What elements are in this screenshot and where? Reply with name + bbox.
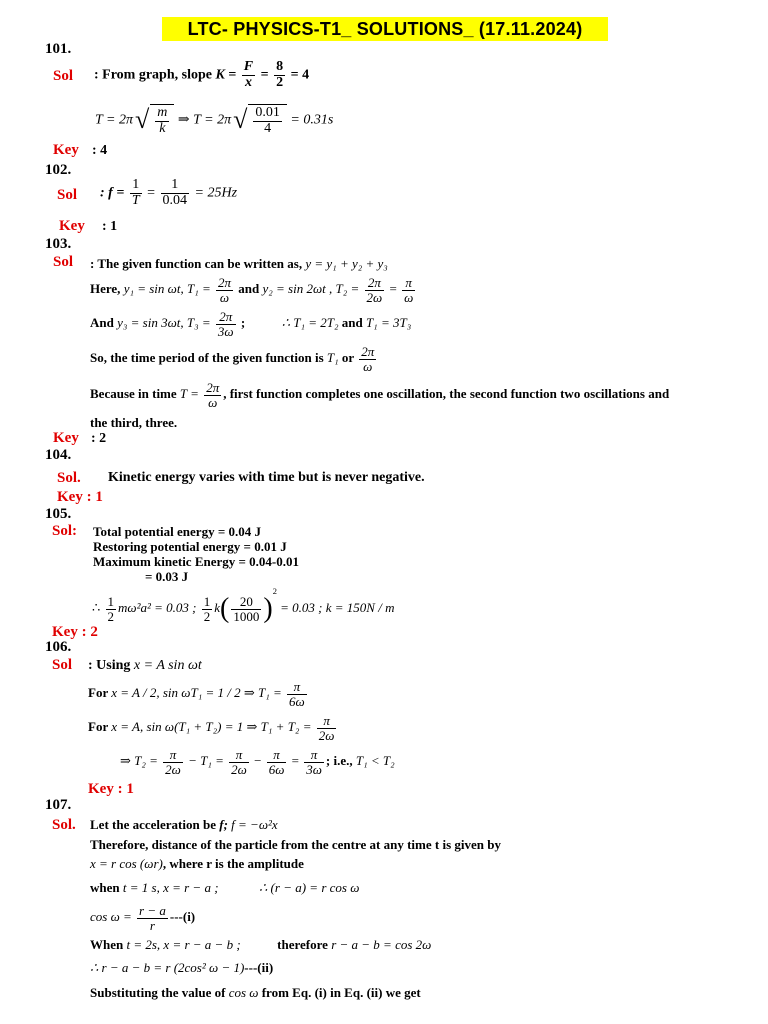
q104-sol-label: Sol. [57, 470, 81, 486]
q101-eq2: = [260, 67, 269, 83]
q105-half2 [202, 595, 213, 623]
q103-frac-2pi-3w [216, 310, 236, 338]
q105-h1n: 1 [107, 593, 115, 609]
q101-2: 2 [276, 74, 284, 90]
q103-because: Because in time [90, 386, 177, 402]
q105-half1 [106, 595, 117, 623]
q107-cos2w: r − a − b = cos 2ω [331, 937, 432, 952]
q103-2pi: 2π [218, 275, 232, 290]
q101-period-line [95, 104, 333, 136]
q105-therefore: ∴ [92, 600, 101, 615]
q103-semicolon: ; [240, 315, 246, 331]
q105-line3: Maximum kinetic Energy = 0.04-0.01 [93, 554, 300, 569]
q103-line3 [90, 310, 411, 338]
q101-frac-001-4 [253, 106, 282, 136]
q101-frac-F-x [242, 60, 255, 90]
q106-for1: For [88, 685, 108, 701]
q106-eq: = [291, 753, 299, 769]
q101-eq4: = 4 [290, 67, 310, 83]
q106-T1-lt-T2: T₁ < T₂ [355, 753, 395, 769]
q107-frac-ra-r [137, 904, 168, 932]
left-paren-icon: ( [220, 593, 230, 625]
question-101-number: 101. [45, 41, 72, 57]
q101-8: 8 [276, 59, 284, 74]
q106-frac-a [163, 748, 183, 776]
q103-T1-b: T₁ [326, 350, 339, 366]
q101-sqrt-001-4 [248, 104, 287, 136]
q106-sol-label: Sol [52, 657, 73, 673]
q105-h1d: 2 [107, 608, 115, 624]
q106-for2: For [88, 719, 108, 735]
q102-frac-1-004 [161, 178, 190, 208]
q103-w: ω [219, 289, 230, 305]
q107-line5 [90, 904, 195, 932]
q103-frac-2pi-2w [365, 276, 385, 304]
q104-key: Key : 1 [57, 489, 103, 505]
q107-from-eq-text: from Eq. (i) in Eq. (ii) we get [261, 985, 421, 1000]
q103-2pi-b: 2π [365, 276, 385, 291]
q105-20: 20 [231, 595, 261, 610]
q103-and1: and [238, 281, 260, 297]
sqrt-radical-icon: √ [135, 105, 150, 135]
q107-eq-ii-expr: ∴ r − a − b = r (2cos² ω − 1) [90, 960, 245, 975]
q103-2pi-c: 2π [216, 310, 236, 325]
q103-and3: and [341, 315, 363, 331]
q105-result: = 0.03 ; k = 150N / m [280, 600, 395, 615]
q103-frac-2pi-w-c [204, 381, 221, 409]
q107-f: f; [219, 817, 228, 832]
q106-frac-d [304, 748, 324, 776]
q103-eq: = [389, 281, 397, 297]
question-106-number: 106. [45, 639, 72, 655]
q107-when1: when [90, 880, 120, 895]
q101-4: 4 [264, 120, 272, 136]
q106-minus: − [254, 753, 262, 769]
q106-6w2: 6ω [268, 761, 285, 777]
q107-f-eq: f = −ω²x [231, 817, 278, 832]
q107-therefore: therefore [277, 937, 328, 952]
q107-r-a-eq: ∴ (r − a) = r cos ω [259, 880, 360, 895]
q105-h2d: 2 [203, 608, 211, 624]
q105-sol-label: Sol: [52, 523, 78, 539]
q104-text: Kinetic energy varies with time but is never negative. [108, 470, 425, 485]
q101-key-value: : 4 [92, 143, 108, 158]
q102-1a: 1 [130, 178, 142, 194]
q103-line1 [90, 256, 388, 272]
q107-line6 [90, 937, 431, 953]
q105-h2n: 1 [203, 593, 211, 609]
q102-key-label: Key [59, 218, 85, 234]
q106-ie: i.e., [333, 753, 353, 769]
q106-2w1: 2ω [318, 727, 335, 743]
q107-eq-ii: ---(ii) [244, 960, 274, 975]
q107-r-minus-a: r − a [139, 903, 166, 918]
q106-pi4: π [229, 748, 249, 763]
q107-cos-eq: cos ω = [90, 909, 132, 925]
q103-line1-text: : The given function can be written as, [90, 256, 303, 271]
question-103-number: 103. [45, 236, 72, 252]
q102-f-lhs: : f = [100, 185, 125, 201]
q102-1b: 1 [161, 178, 190, 194]
q101-key-label: Key [53, 142, 79, 158]
q101-K: K [215, 67, 225, 83]
q107-cos-w: cos ω [228, 985, 259, 1000]
q103-line4 [90, 345, 378, 373]
q102-frac-1-T [130, 178, 142, 208]
q103-pi: π [402, 276, 415, 291]
q105-1000: 1000 [233, 608, 260, 624]
q106-frac-b [229, 748, 249, 776]
q106-T2-eq: ⇒ T₂ = [120, 753, 158, 769]
q103-oscillation-text: , first function completes one oscillation, the second function two oscillations and [223, 386, 670, 402]
q106-frac-c [267, 748, 287, 776]
question-105-number: 105. [45, 506, 72, 522]
q106-full-condition: x = A, sin ω(T₁ + T₂) = 1 ⇒ T₁ + T₂ = [111, 719, 312, 735]
question-107-number: 107. [45, 797, 72, 813]
q106-2w2: 2ω [165, 761, 181, 777]
q107-line8 [90, 985, 421, 1001]
q107-r: r [149, 917, 155, 933]
q103-2w: 2ω [366, 289, 383, 305]
q103-2pi-e: 2π [206, 380, 220, 395]
q106-minus-T1: − T₁ = [188, 753, 224, 769]
q102-key-value: : 1 [102, 219, 118, 234]
q107-line7 [90, 960, 273, 976]
q103-frac-2pi-w [216, 276, 233, 304]
q107-eq-i: ---(i) [169, 909, 196, 925]
q101-001: 0.01 [255, 105, 280, 120]
q105-line2: Restoring potential energy = 0.01 J [93, 539, 287, 554]
q105-formula [92, 586, 394, 625]
q103-T1-2T2: ∴ T₁ = 2T₂ [281, 315, 339, 331]
q103-line1-math: y = y₁ + y₂ + y₃ [305, 256, 388, 271]
q101-sol-label: Sol [53, 68, 74, 84]
right-paren-icon: ) [263, 593, 273, 625]
q106-x-eq: x = A sin ωt [133, 658, 202, 673]
q107-subst-text: Substituting the value of [90, 985, 226, 1000]
q103-T1-3T3: T₁ = 3T₃ [365, 315, 412, 331]
q103-line6: the third, three. [90, 415, 178, 430]
q103-T-eq: T = [179, 386, 199, 402]
q103-y3: y₃ = sin 3ωt, T₃ = [117, 315, 211, 331]
q102-sol-label: Sol [57, 187, 78, 203]
q106-line2 [88, 680, 309, 708]
q101-F: F [243, 59, 254, 74]
q107-t1-condition: t = 1 s, x = r − a ; [122, 880, 219, 895]
q107-t2-condition: t = 2s, x = r − a − b ; [126, 937, 241, 952]
q105-square: 2 [272, 586, 277, 596]
q105-frac-20-1000 [231, 595, 261, 623]
q106-line4 [120, 748, 395, 776]
q107-line3 [90, 856, 304, 872]
q106-pi5: π [267, 748, 287, 763]
q103-w4: ω [363, 358, 373, 374]
q103-w5: ω [208, 394, 218, 410]
q107-when2: When [90, 937, 124, 952]
sqrt-radical-icon: √ [233, 105, 248, 135]
q101-arrow: ⇒ T = 2π [177, 112, 232, 128]
q101-frac-m-k [155, 106, 169, 136]
q102-result: = 25Hz [194, 185, 238, 201]
q106-pi2: π [317, 714, 337, 729]
q105-key: Key : 2 [52, 624, 98, 640]
question-104-number: 104. [45, 447, 72, 463]
q101-slope-line [94, 60, 309, 90]
q106-6w1: 6ω [289, 693, 305, 709]
q107-line4 [90, 880, 359, 896]
q105-k: k [214, 600, 221, 615]
q103-sol-label: Sol [53, 254, 74, 270]
q107-x-eq: x = r cos (ωr) [90, 856, 163, 871]
q106-key: Key : 1 [88, 781, 134, 797]
q103-and2: And [90, 315, 114, 331]
q106-frac-pi-2w [317, 714, 337, 742]
q101-lead-text: : From graph, slope [94, 67, 212, 83]
q106-line1 [88, 658, 202, 674]
q101-k: k [159, 120, 166, 136]
question-102-number: 102. [45, 162, 72, 178]
q102-004: 0.04 [162, 192, 188, 208]
q103-so-text: So, the time period of the given function is [90, 350, 324, 366]
q106-pi1: π [287, 680, 307, 695]
q101-eq: = [228, 67, 237, 83]
q102-eq: = [147, 185, 156, 201]
q103-here: Here, [90, 281, 121, 297]
q103-w2: ω [404, 289, 414, 305]
q106-pi3: π [163, 748, 183, 763]
q105-m-term: mω²a² = 0.03 ; [118, 600, 197, 615]
q103-or: or [341, 350, 354, 366]
q103-y2: y₂ = sin 2ωt , T₂ = [262, 281, 360, 297]
q106-half-condition: x = A / 2, sin ωT₁ = 1 / 2 ⇒ T₁ = [111, 685, 282, 701]
q103-key-value: : 2 [91, 431, 107, 446]
q106-frac-pi-6w [287, 680, 307, 708]
q101-sqrt-m-k [150, 104, 174, 136]
q101-x: x [244, 74, 252, 90]
q103-3w: 3ω [217, 323, 234, 339]
q101-result: = 0.31s [290, 112, 334, 128]
q105-line4: = 0.03 J [145, 569, 189, 584]
page-title: LTC- PHYSICS-T1_ SOLUTIONS_ (17.11.2024) [187, 19, 583, 39]
q103-frac-pi-w [402, 276, 415, 304]
q102-T: T [131, 192, 140, 208]
q101-m: m [157, 105, 168, 120]
q103-y1: y₁ = sin ωt, [123, 281, 184, 297]
q106-2w3: 2ω [231, 761, 247, 777]
q107-let-text: Let the acceleration be [90, 817, 216, 832]
q103-key-label: Key [53, 430, 79, 446]
q106-using: : Using [88, 658, 131, 673]
q105-line1: Total potential energy = 0.04 J [93, 524, 261, 539]
q107-line1 [90, 817, 278, 833]
q101-frac-8-2 [274, 60, 285, 90]
q106-pi6: π [304, 748, 324, 763]
q101-T-lhs: T = 2π [95, 112, 133, 128]
q102-formula [100, 178, 237, 208]
q103-line5 [90, 381, 669, 409]
q107-amplitude-text: , where r is the amplitude [162, 856, 304, 871]
q103-line2 [90, 276, 417, 304]
q106-3w: 3ω [306, 761, 322, 777]
q106-line3 [88, 714, 338, 742]
q107-line2: Therefore, distance of the particle from the centre at any time t is given by [90, 837, 501, 852]
q103-frac-2pi-w-b [359, 345, 376, 373]
q103-T1: T₁ = [186, 281, 211, 297]
q106-semicolon: ; [325, 753, 331, 769]
q103-2pi-d: 2π [361, 344, 375, 359]
q107-sol-label: Sol. [52, 817, 76, 833]
